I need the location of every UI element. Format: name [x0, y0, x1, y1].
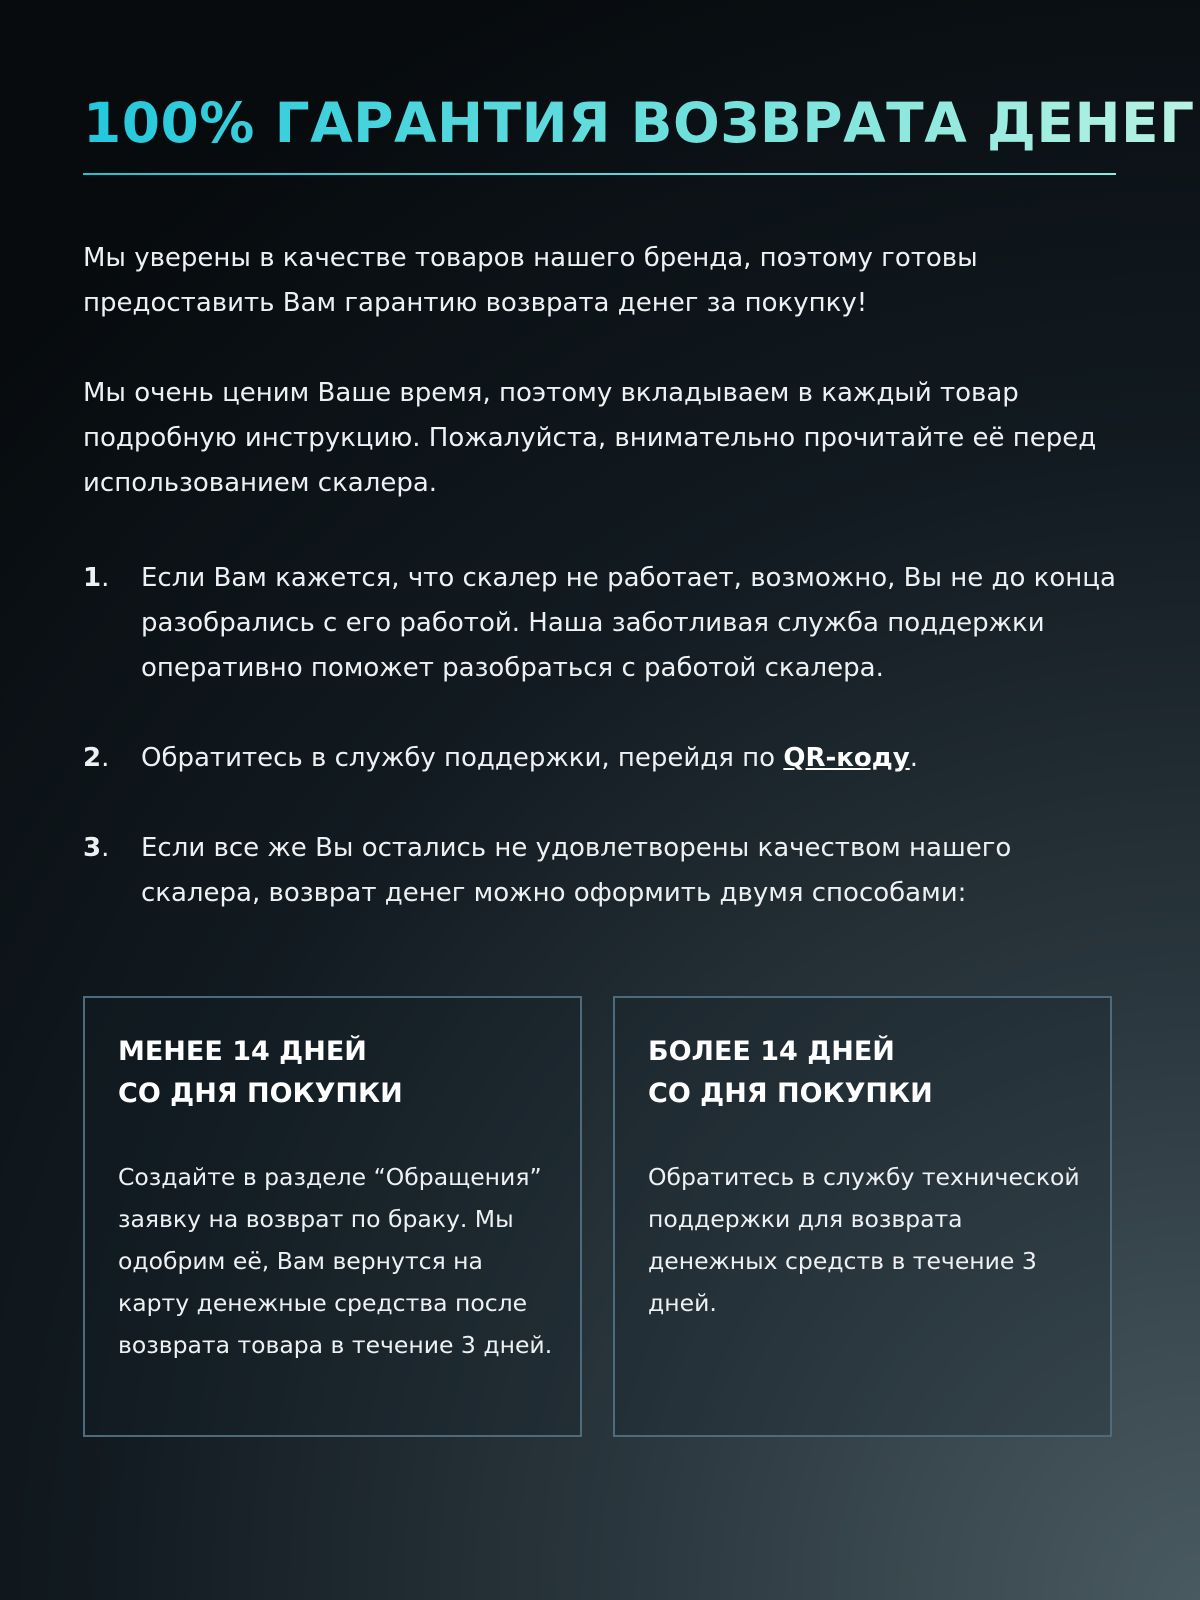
card-body: Обратитесь в службу технической поддержки для возврата денежных средств в течение 3 дней.	[648, 1163, 1080, 1317]
title-divider	[83, 173, 1116, 175]
page-title: 100% ГАРАНТИЯ ВОЗВРАТА ДЕНЕГ	[83, 88, 1195, 158]
qr-code-link[interactable]: QR-коду	[783, 743, 910, 773]
step-text: Если все же Вы остались не удовлетворены качеством нашего скалера, возврат денег можно оформить двумя способами:	[141, 833, 1012, 908]
step-text: Обратитесь в службу поддержки, перейдя по QR-коду.	[141, 743, 918, 773]
card-title: БОЛЕЕ 14 ДНЕЙ СО ДНЯ ПОКУПКИ	[648, 1036, 933, 1109]
intro-paragraph-2: Мы очень ценим Ваше время, поэтому вкладываем в каждый товар подробную инструкцию. Пожалуйста, внимательно прочитайте её перед использованием скалера.	[83, 378, 1097, 498]
step-number: 1.	[83, 563, 110, 593]
money-back-guarantee-page	[83, 0, 1195, 1600]
step-number: 3.	[83, 833, 110, 863]
step-3	[83, 826, 1116, 916]
card-body: Создайте в разделе “Обращения” заявку на возврат по браку. Мы одобрим её, Вам вернутся на карту денежные средства после возврата товара в течение 3 дней.	[118, 1163, 553, 1359]
intro-paragraph-1: Мы уверены в качестве товаров нашего бренда, поэтому готовы предоставить Вам гарантию возврата денег за покупку!	[83, 243, 978, 318]
step-text: Если Вам кажется, что скалер не работает, возможно, Вы не до конца разобрались с его работой. Наша заботливая служба поддержки оперативно поможет разобраться с работой скалера.	[141, 563, 1116, 683]
refund-card-over-14-days	[613, 996, 1112, 1437]
step-2	[83, 736, 1116, 781]
steps-list	[83, 556, 1116, 916]
step-number: 2.	[83, 743, 110, 773]
card-title: МЕНЕЕ 14 ДНЕЙ СО ДНЯ ПОКУПКИ	[118, 1036, 403, 1109]
step-1	[83, 556, 1116, 691]
refund-card-under-14-days	[83, 996, 582, 1437]
